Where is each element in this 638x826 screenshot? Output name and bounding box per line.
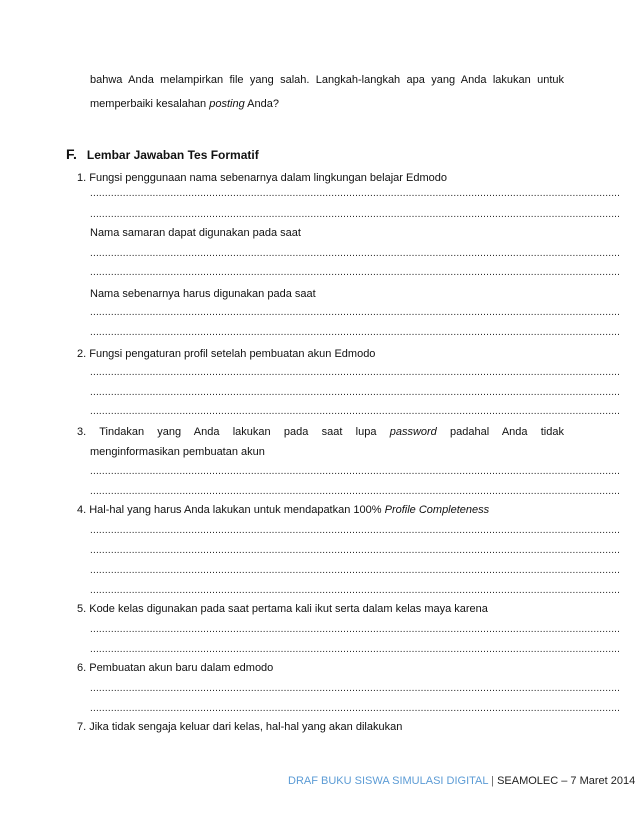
answer-line[interactable]: .................................................................................................................................................................................. <box>90 327 621 338</box>
question-3-post: padahal Anda tidak <box>436 426 564 438</box>
answer-line[interactable]: .................................................................................................................................................................................. <box>90 585 621 596</box>
question-4-italic: Profile Completeness <box>384 504 490 516</box>
question-6: 6. Pembuatan akun baru dalam edmodo <box>77 662 274 674</box>
question-1-sub-1: Nama samaran dapat digunakan pada saat <box>90 227 301 239</box>
question-3-line-1 <box>77 425 564 439</box>
question-2: 2. Fungsi pengaturan profil setelah pembuatan akun Edmodo <box>77 348 376 360</box>
intro-line-2-pre: memperbaiki kesalahan <box>90 98 210 110</box>
intro-line-2 <box>90 97 564 111</box>
section-title: Lembar Jawaban Tes Formatif <box>86 148 259 162</box>
answer-line[interactable]: .................................................................................................................................................................................. <box>90 209 621 220</box>
intro-line-2-post: Anda? <box>244 98 279 110</box>
section-letter: F. <box>66 146 77 162</box>
answer-line[interactable]: .................................................................................................................................................................................. <box>90 466 621 477</box>
answer-line[interactable]: .................................................................................................................................................................................. <box>90 367 621 378</box>
answer-line[interactable]: .................................................................................................................................................................................. <box>90 525 621 536</box>
answer-line[interactable]: .................................................................................................................................................................................. <box>90 683 621 694</box>
question-3-line-2: menginformasikan pembuatan akun <box>90 446 265 458</box>
question-3-pre: 3. Tindakan yang Anda lakukan pada saat lupa <box>77 426 390 438</box>
footer-separator: | <box>488 775 498 787</box>
question-3-password-italic: password <box>389 426 437 438</box>
answer-line[interactable]: .................................................................................................................................................................................. <box>90 545 621 556</box>
intro-line-1: bahwa Anda melampirkan file yang salah. Langkah-langkah apa yang Anda lakukan untuk <box>90 74 564 86</box>
answer-line[interactable]: .................................................................................................................................................................................. <box>90 703 621 714</box>
answer-line[interactable]: .................................................................................................................................................................................. <box>90 624 621 635</box>
answer-line[interactable]: .................................................................................................................................................................................. <box>90 248 621 259</box>
footer-publisher-date: SEAMOLEC – 7 Maret 2014 <box>497 775 636 787</box>
page-footer <box>288 774 635 788</box>
answer-line[interactable]: .................................................................................................................................................................................. <box>90 486 621 497</box>
question-7: 7. Jika tidak sengaja keluar dari kelas, hal-hal yang akan dilakukan <box>77 721 403 733</box>
section-heading <box>66 147 259 162</box>
answer-line[interactable]: .................................................................................................................................................................................. <box>90 387 621 398</box>
question-1: 1. Fungsi penggunaan nama sebenarnya dalam lingkungan belajar Edmodo <box>77 172 447 184</box>
answer-line[interactable]: .................................................................................................................................................................................. <box>90 644 621 655</box>
answer-line[interactable]: .................................................................................................................................................................................. <box>90 565 621 576</box>
answer-line[interactable]: .................................................................................................................................................................................. <box>90 307 621 318</box>
footer-book-title: DRAF BUKU SISWA SIMULASI DIGITAL <box>288 775 489 787</box>
intro-posting-italic: posting <box>209 98 245 110</box>
question-1-sub-2: Nama sebenarnya harus digunakan pada saat <box>90 288 316 300</box>
answer-line[interactable]: .................................................................................................................................................................................. <box>90 267 621 278</box>
answer-line[interactable]: .................................................................................................................................................................................. <box>90 406 621 417</box>
answer-line[interactable]: .................................................................................................................................................................................. <box>90 188 621 199</box>
question-4-pre: 4. Hal-hal yang harus Anda lakukan untuk mendapatkan 100% <box>77 504 385 516</box>
question-4 <box>77 503 489 517</box>
question-5: 5. Kode kelas digunakan pada saat pertama kali ikut serta dalam kelas maya karena <box>77 603 488 615</box>
